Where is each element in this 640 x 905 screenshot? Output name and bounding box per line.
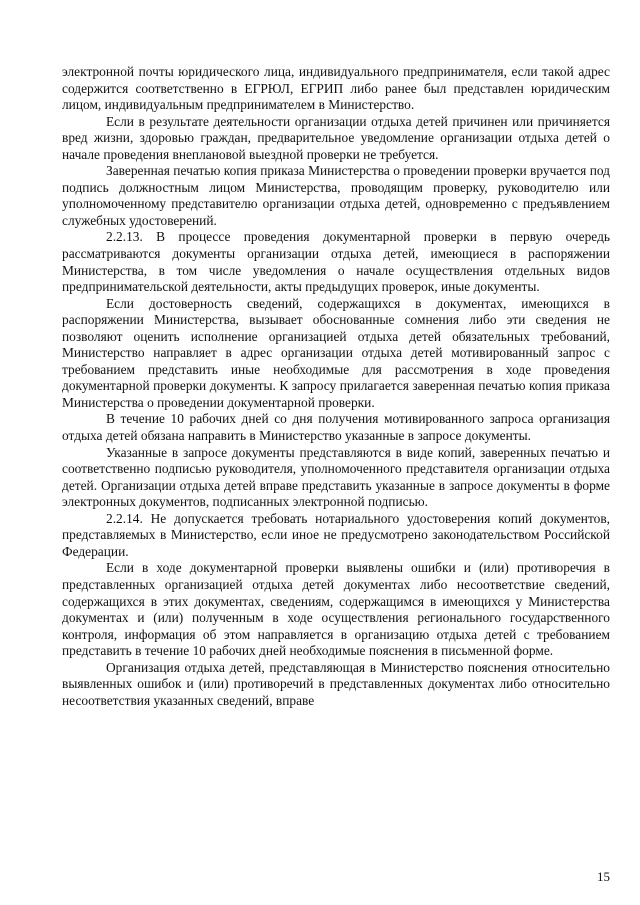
paragraph-2-2-13: 2.2.13. В процессе проведения документарной проверки в первую очередь рассматриваются документы организации отдыха детей, имеющиеся в распоряжении Министерства, в том числе уведомления о начале осуществления отдельных видов предпринимательской деятельности, акты предыдущих проверок, иные документы. [62,229,610,295]
paragraph-errors: Если в ходе документарной проверки выявлены ошибки и (или) противоречия в представленных организацией отдыха детей документах либо несоответствие сведений, содержащихся в этих документах, сведениям, содержащимся в имеющихся у Министерства документах и (или) полученным в ходе осуществления регионального государственного контроля, информация об этом направляется в организацию отдыха детей с требованием представить в течение 10 рабочих дней необходимые пояснения в письменной форме. [62,560,610,659]
paragraph-ten-days: В течение 10 рабочих дней со дня получения мотивированного запроса организация отдыха детей обязана направить в Министерство указанные в запросе документы. [62,411,610,444]
paragraph-reliability: Если достоверность сведений, содержащихся в документах, имеющихся в распоряжении Министерства, вызывает обоснованные сомнения либо эти сведения не позволяют оценить исполнение организацией отдыха детей обязательных требований, Министерство направляет в адрес организации отдыха детей мотивированный запрос с требованием представить иные необходимые для рассмотрения в ходе проведения документарной проверки документы. К запросу прилагается заверенная печатью копия приказа Министерства о проведении документарной проверки. [62,295,610,410]
paragraph-order-copy: Заверенная печатью копия приказа Министерства о проведении проверки вручается под подпись должностным лицом Министерства, проводящим проверку, руководителю или уполномоченному представителю организации отдыха детей, одновременно с предъявлением служебных удостоверений. [62,163,610,228]
document-body [62,64,610,709]
page-number: 15 [597,869,610,884]
paragraph-continuation: электронной почты юридического лица, индивидуального предпринимателя, если такой адрес содержится соответственно в ЕГРЮЛ, ЕГРИП либо ранее был представлен юридическим лицом, индивидуальным предпринимателем в Министерство. [62,64,610,113]
paragraph-harm-notice: Если в результате деятельности организации отдыха детей причинен или причиняется вред жизни, здоровью граждан, предварительное уведомление организации отдыха детей о начале проведения внеплановой выездной проверки не требуется. [62,113,610,162]
paragraph-explanations: Организация отдыха детей, представляющая в Министерство пояснения относительно выявленных ошибок и (или) противоречий в представленных документах либо относительно несоответствия указанных сведений, вправе [62,659,610,708]
paragraph-copies: Указанные в запросе документы представляются в виде копий, заверенных печатью и соответственно подписью руководителя, уполномоченного представителя организации отдыха детей. Организации отдыха детей вправе представить указанные в запросе документы в форме электронных документов, подписанных электронной подписью. [62,444,610,510]
paragraph-2-2-14: 2.2.14. Не допускается требовать нотариального удостоверения копий документов, представляемых в Министерство, если иное не предусмотрено законодательством Российской Федерации. [62,510,610,559]
